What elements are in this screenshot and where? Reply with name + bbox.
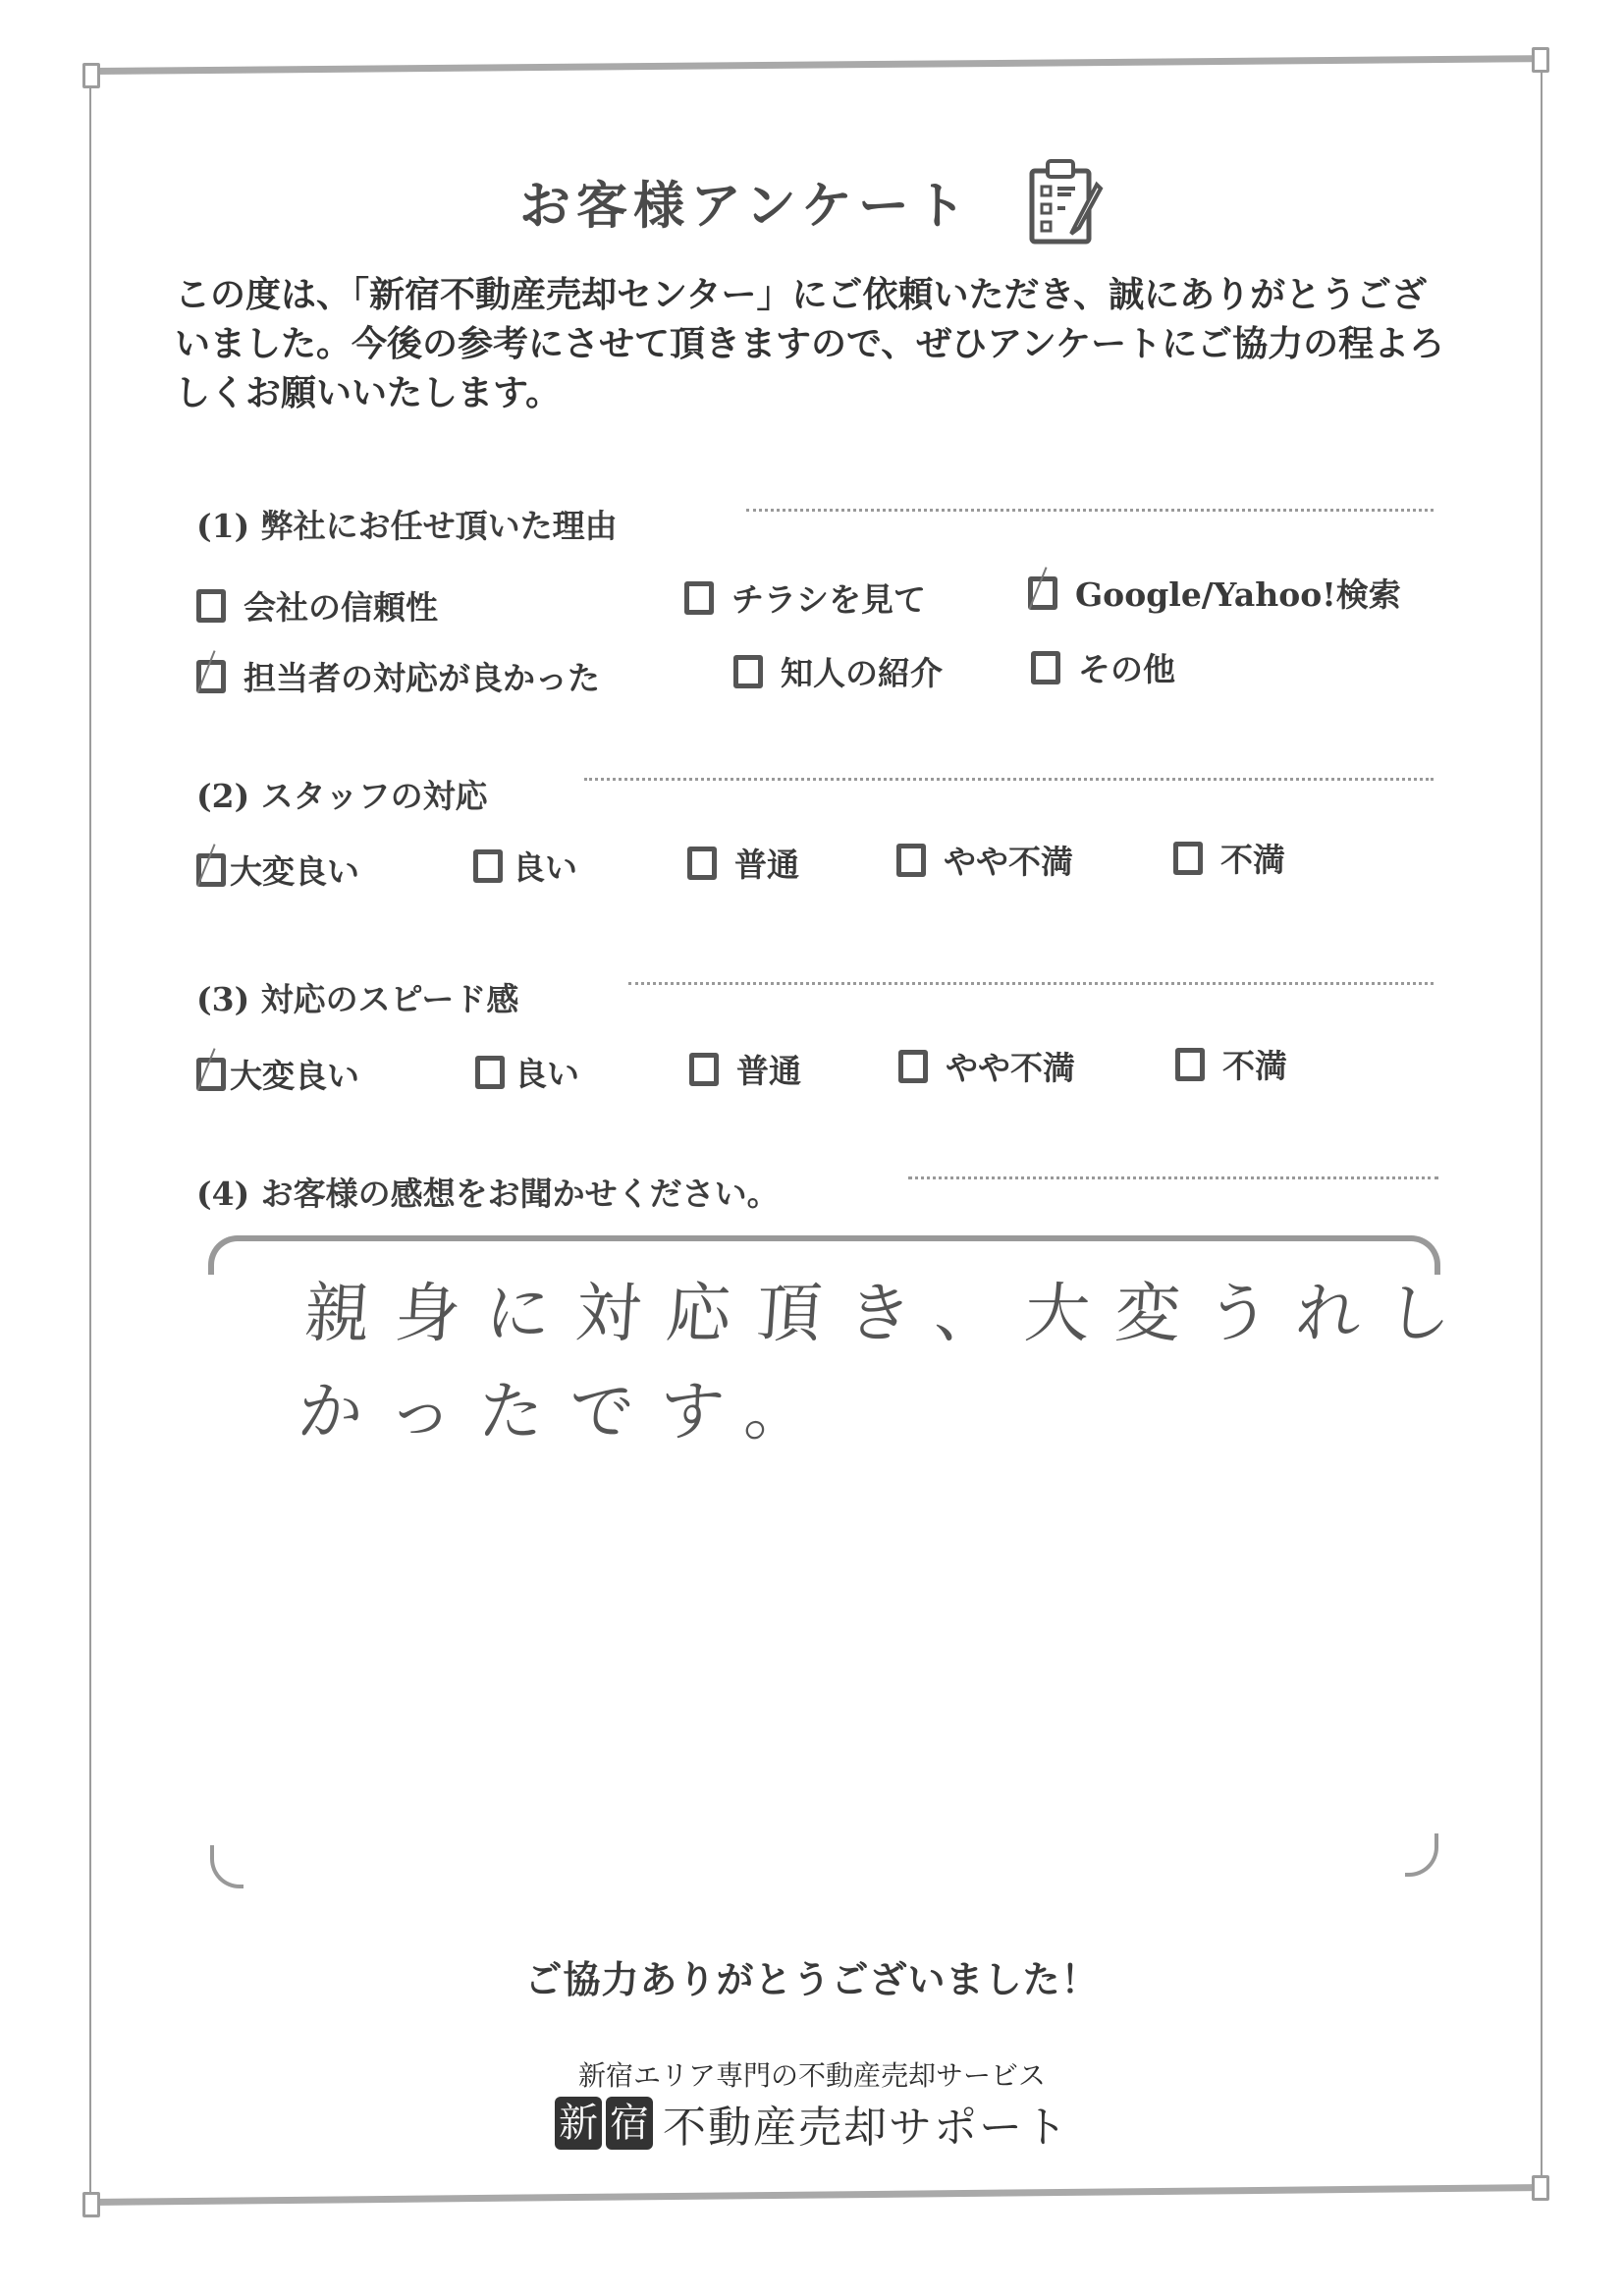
- checkbox[interactable]: [196, 589, 226, 623]
- frame-right-border: [1541, 69, 1543, 2190]
- option-label: その他: [1078, 650, 1175, 688]
- section-3-divider: [628, 982, 1434, 985]
- option-label: 不満: [1220, 841, 1285, 879]
- clipboard-checklist-icon: [1026, 157, 1105, 246]
- option-flyer[interactable]: [684, 574, 926, 621]
- option-google-yahoo-search[interactable]: [1028, 570, 1401, 616]
- option-speed-good[interactable]: [475, 1049, 579, 1095]
- logo-text: 不動産売却サポート: [663, 2103, 1069, 2153]
- frame-top-border: [92, 55, 1545, 75]
- logo-block-juku: 宿: [606, 2097, 653, 2150]
- frame-left-border: [89, 83, 91, 2195]
- option-referral[interactable]: [733, 648, 943, 694]
- page-title: お客様アンケート: [519, 176, 972, 237]
- checkbox-checked[interactable]: [196, 1058, 226, 1091]
- section-2-divider: [584, 778, 1434, 781]
- footer-tagline: 新宿エリア専門の不動産売却サービス: [577, 2059, 1046, 2092]
- option-label: 普通: [736, 1052, 801, 1090]
- section-3-heading: (3) 対応のスピード感: [196, 980, 519, 1018]
- option-label: 大変良い: [230, 1057, 359, 1095]
- checkbox[interactable]: [684, 581, 714, 615]
- option-company-trust[interactable]: [196, 582, 438, 629]
- option-label: チラシを見て: [731, 580, 926, 619]
- option-speed-very-good[interactable]: [196, 1051, 359, 1097]
- checkbox[interactable]: [475, 1056, 505, 1089]
- section-4-divider: [908, 1176, 1438, 1179]
- option-label: 不満: [1222, 1047, 1287, 1085]
- option-staff-very-good[interactable]: [196, 847, 359, 893]
- frame-corner-tl: [82, 63, 100, 88]
- frame-corner-bl: [82, 2192, 100, 2217]
- option-speed-normal[interactable]: [689, 1046, 801, 1092]
- logo-block-shin: 新: [555, 2097, 602, 2150]
- checkbox-checked[interactable]: [196, 853, 226, 887]
- frame-corner-br: [1532, 2175, 1549, 2201]
- checkbox[interactable]: [733, 655, 763, 688]
- thanks-message: ご協力ありがとうございました！: [524, 1957, 1100, 2001]
- checkbox-checked[interactable]: [196, 660, 226, 693]
- option-label: 担当者の対応が良かった: [244, 659, 600, 697]
- section-2-heading: (2) スタッフの対応: [196, 777, 488, 815]
- option-label: 良い: [513, 848, 577, 887]
- company-logo: [0, 2092, 1624, 2155]
- checkbox[interactable]: [1031, 651, 1060, 684]
- section-4-heading: (4) お客様の感想をお聞かせください。: [196, 1175, 780, 1213]
- option-label: Google/Yahoo!検索: [1075, 575, 1401, 614]
- option-speed-unsatisfied[interactable]: [1175, 1041, 1287, 1087]
- checkbox[interactable]: [1175, 1048, 1205, 1081]
- frame-bottom-border: [92, 2184, 1545, 2206]
- checkbox[interactable]: [689, 1053, 719, 1086]
- option-label: 普通: [734, 846, 799, 884]
- checkbox[interactable]: [898, 1050, 928, 1083]
- option-label: 知人の紹介: [781, 654, 943, 692]
- option-staff-unsatisfied[interactable]: [1173, 835, 1285, 881]
- checkbox-checked[interactable]: [1028, 576, 1057, 610]
- option-staff-response[interactable]: [196, 653, 600, 699]
- option-label: やや不満: [946, 1049, 1075, 1087]
- comment-box-bottom-right-bracket: [1405, 1833, 1438, 1877]
- comment-box-bottom-left-bracket: [210, 1845, 244, 1888]
- option-speed-somewhat-unsatisfied[interactable]: [898, 1043, 1075, 1089]
- frame-corner-tr: [1532, 47, 1549, 73]
- option-staff-normal[interactable]: [687, 840, 799, 886]
- checkbox[interactable]: [473, 849, 503, 883]
- option-label: 会社の信頼性: [244, 588, 438, 627]
- option-label: 大変良い: [230, 852, 359, 891]
- checkbox[interactable]: [687, 847, 717, 880]
- option-staff-good[interactable]: [473, 843, 577, 889]
- checkbox[interactable]: [1173, 842, 1203, 875]
- handwritten-comment: 親身に対応頂き、大変うれしかったです。: [295, 1276, 1480, 1449]
- checkbox[interactable]: [896, 844, 926, 877]
- intro-paragraph: この度は、「新宿不動産売却センター」にご依頼いただき、誠にありがとうございました。今後の参考にさせて頂きますので、ぜひアンケートにご協力の程よろしくお願いいたします。: [175, 274, 1445, 413]
- comment-box[interactable]: [208, 1235, 1480, 1888]
- section-1-heading: (1) 弊社にお任せ頂いた理由: [196, 507, 618, 545]
- option-label: やや不満: [944, 843, 1073, 881]
- option-label: 良い: [514, 1055, 579, 1093]
- option-staff-somewhat-unsatisfied[interactable]: [896, 837, 1073, 883]
- page-header: [0, 157, 1624, 246]
- section-1-divider: [746, 509, 1434, 512]
- option-other[interactable]: [1031, 644, 1175, 690]
